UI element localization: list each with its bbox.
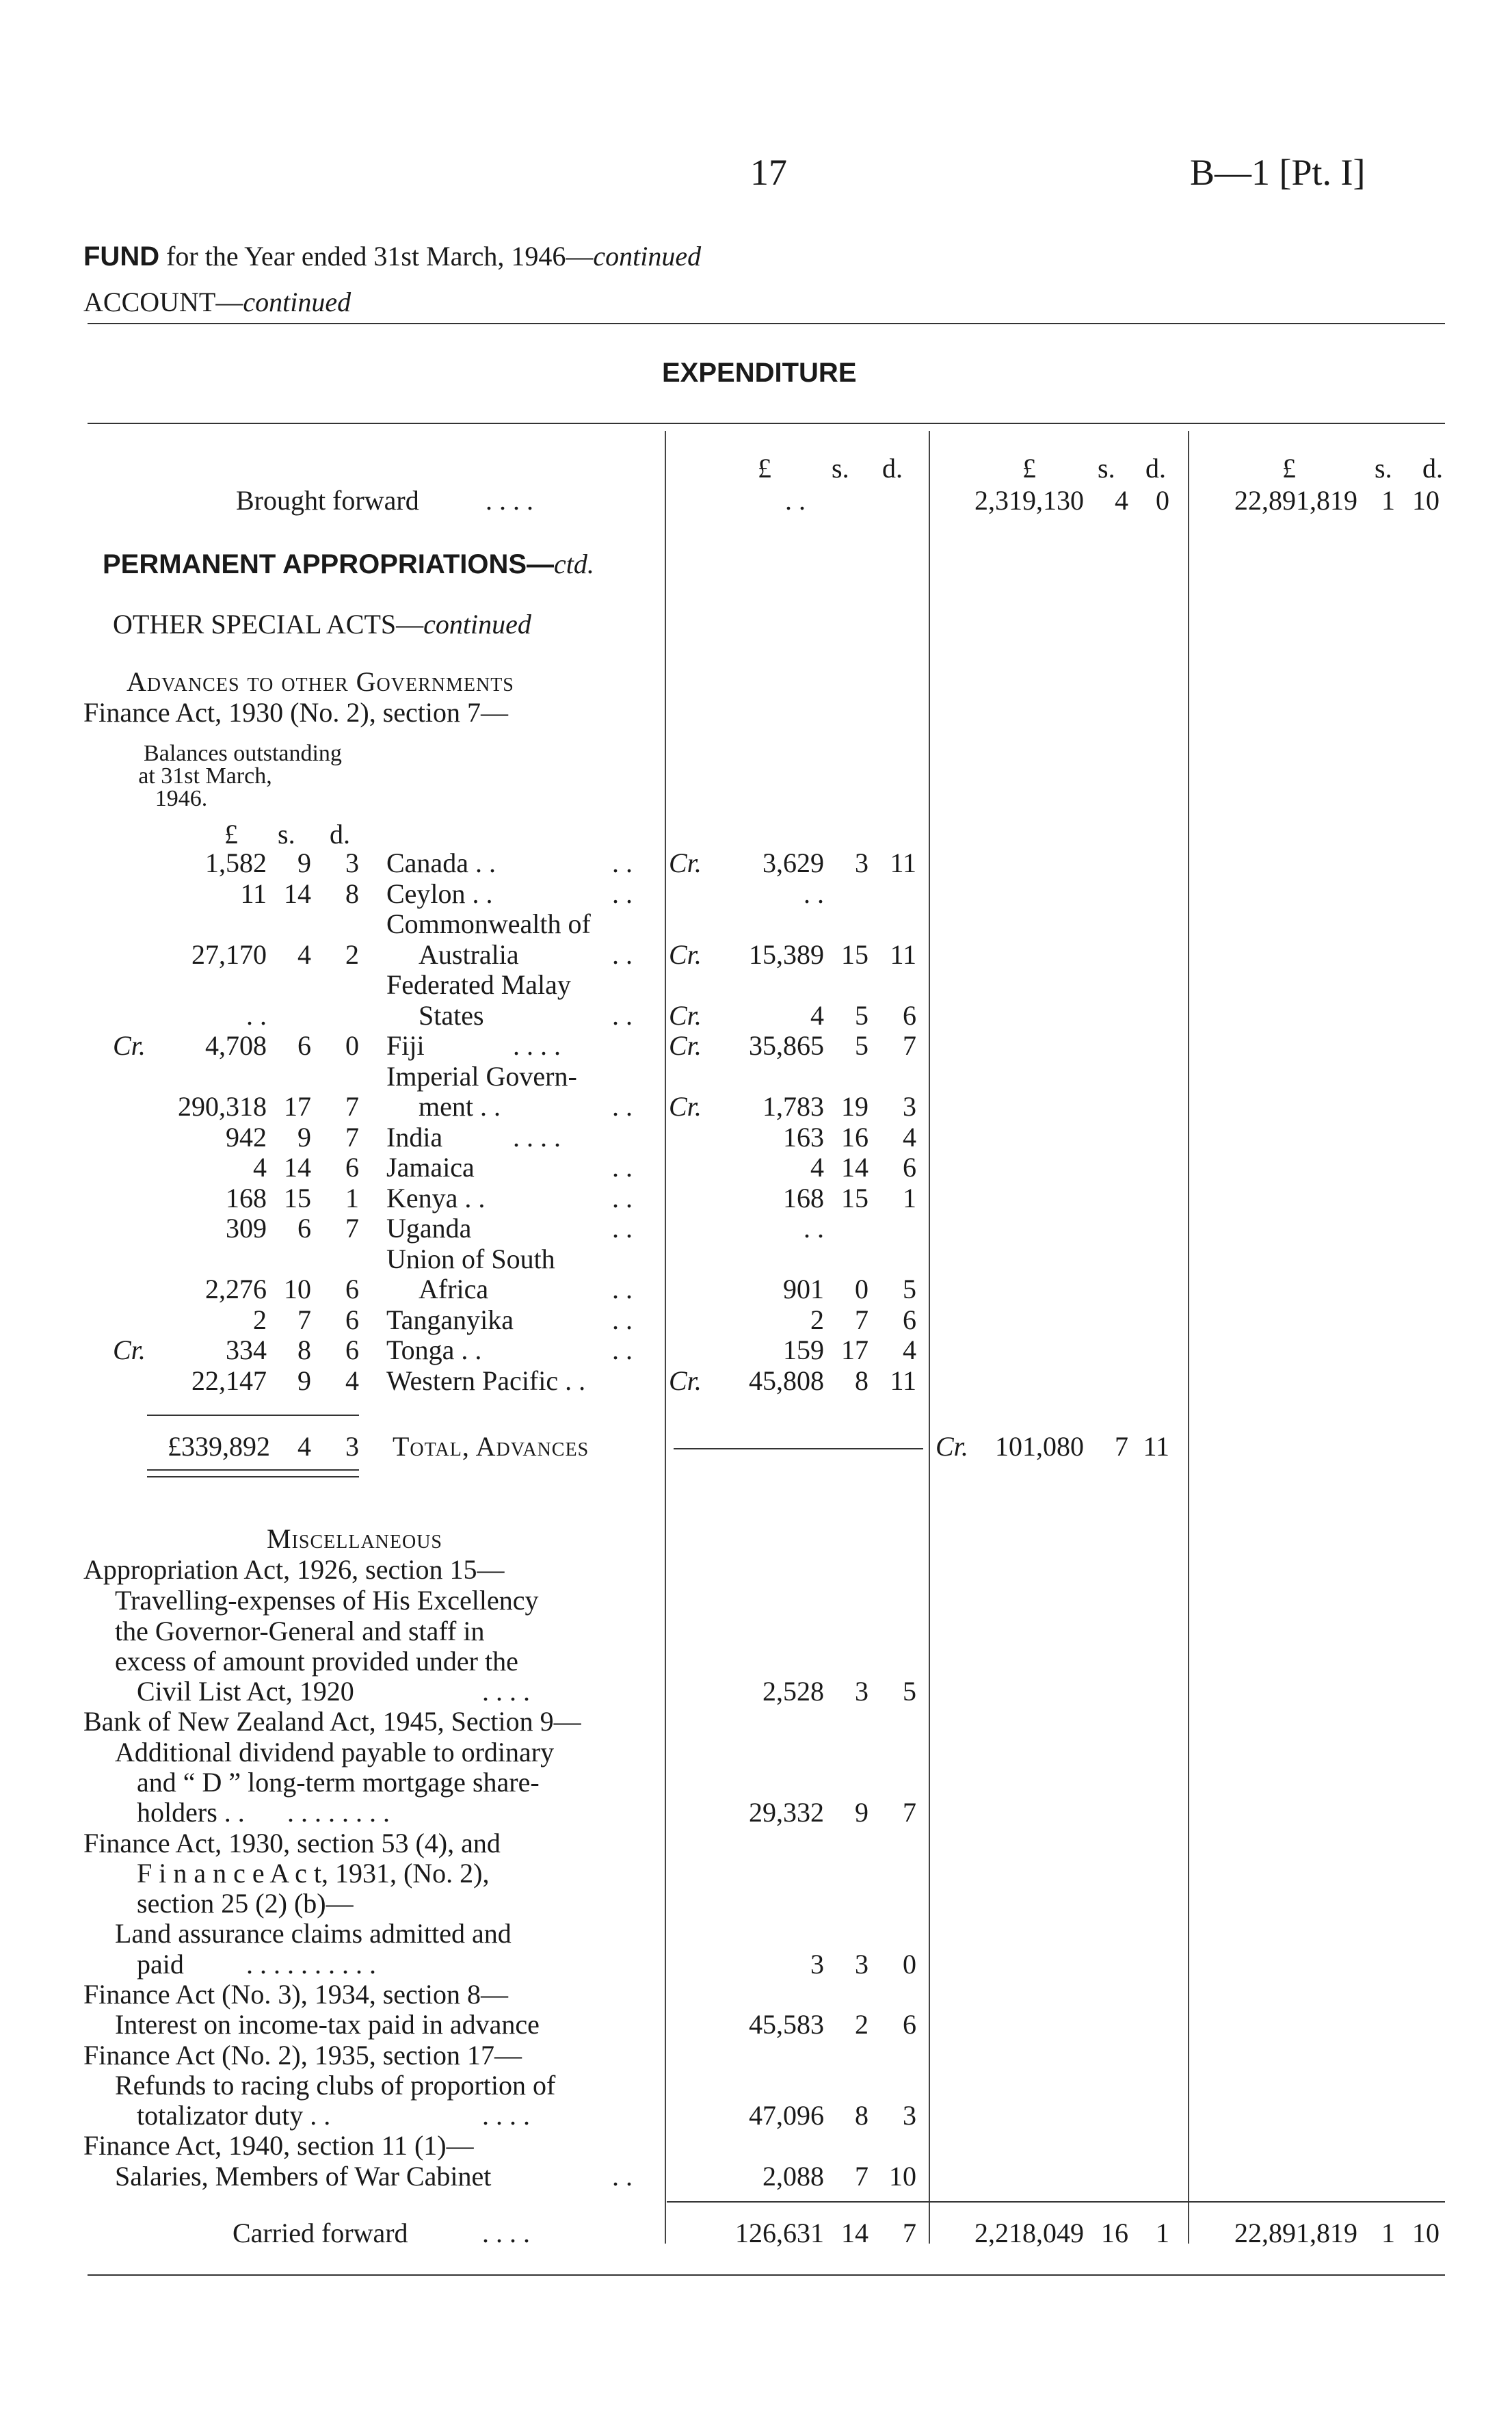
misc-amount-3-pounds: 45,583	[749, 2009, 824, 2040]
leader-dots: . .	[612, 1182, 633, 1213]
col1-total-dash	[674, 1448, 923, 1449]
misc-amount-4-d: 3	[903, 2100, 916, 2131]
leader-dots: . . . .	[513, 1121, 561, 1153]
brought-forward-col2-s: 4	[1115, 485, 1128, 516]
government-name: Kenya . .	[386, 1182, 486, 1213]
government-name-line1: Federated Malay	[386, 969, 571, 1000]
government-name-line1: Union of South	[386, 1243, 555, 1274]
carried-forward-col3-s: 1	[1381, 2218, 1395, 2248]
carried-forward-col3-d: 10	[1412, 2218, 1440, 2248]
misc-amount-0-s: 3	[855, 1676, 868, 1707]
carried-forward-col1-d: 7	[903, 2218, 916, 2248]
balance-pence: 7	[345, 1213, 359, 1244]
misc-amount-4-pounds: 47,096	[749, 2100, 824, 2131]
misc-dots-totalizator: . . . .	[482, 2100, 530, 2131]
expenditure-pence: 5	[903, 1274, 916, 1304]
misc-amount-2-pounds: 3	[810, 1949, 824, 1980]
misc-amount-1-s: 9	[855, 1797, 868, 1828]
misc-line-9: Finance Act, 1930, section 53 (4), and	[83, 1828, 501, 1858]
expenditure-pounds: . .	[804, 1213, 824, 1244]
balance-pounds: 2,276	[205, 1274, 267, 1304]
misc-amount-3-s: 2	[855, 2009, 868, 2040]
misc-line-19: Finance Act, 1940, section 11 (1)—	[83, 2130, 474, 2161]
balance-shillings: 9	[297, 847, 311, 878]
government-name-line2: ment . .	[419, 1091, 501, 1122]
balance-shillings: 6	[297, 1030, 311, 1061]
misc-line-7: and “ D ” long-term mortgage share-	[137, 1767, 540, 1798]
misc-line-13: paid	[137, 1949, 184, 1980]
balance-pence: 6	[345, 1335, 359, 1365]
expenditure-pence: 7	[903, 1030, 916, 1061]
column-divider-3	[1188, 431, 1189, 2244]
carried-forward-col2-pounds: 2,218,049	[974, 2218, 1084, 2248]
expenditure-pence: 1	[903, 1182, 916, 1213]
special-acts-heading	[113, 611, 531, 638]
carried-forward-col1-s: 14	[841, 2218, 868, 2248]
balance-cr-marker: Cr.	[113, 1335, 146, 1365]
misc-dots-salaries: . .	[612, 2161, 633, 2192]
balance-pence: 7	[345, 1121, 359, 1153]
expenditure-cr-marker: Cr.	[669, 1091, 702, 1122]
misc-line-0: Appropriation Act, 1926, section 15—	[83, 1554, 505, 1585]
double-rule-bottom	[147, 1476, 359, 1477]
government-name-line1: Commonwealth of	[386, 908, 591, 939]
expenditure-pence: 11	[890, 1365, 916, 1396]
brought-forward-col3-s: 1	[1381, 485, 1395, 516]
document-reference: B—1 [Pt. I]	[1190, 152, 1366, 193]
misc-dots-civil: . . . .	[482, 1676, 530, 1707]
total-balance-s: 4	[297, 1431, 311, 1462]
government-name: Tanganyika	[386, 1304, 514, 1335]
expenditure-pence: 4	[903, 1335, 916, 1365]
balance-pounds: 942	[226, 1121, 267, 1153]
fund-heading-continued: continued	[593, 241, 702, 272]
expenditure-cr-marker: Cr.	[669, 847, 702, 878]
leader-dots: . .	[612, 1091, 633, 1122]
carried-forward-label: Carried forward	[233, 2218, 408, 2248]
balance-pounds: 1,582	[205, 847, 267, 878]
special-acts-continued: continued	[423, 609, 531, 640]
misc-line-8: holders . .	[137, 1797, 245, 1828]
leader-dots: . . . .	[513, 1030, 561, 1061]
balance-shillings: 15	[284, 1182, 311, 1213]
balance-shilling-header: s.	[278, 819, 295, 850]
expenditure-pounds: 168	[783, 1182, 824, 1213]
misc-line-3: excess of amount provided under the	[115, 1646, 518, 1677]
column-divider-2	[929, 431, 930, 2244]
leader-dots: . .	[612, 1213, 633, 1244]
government-name: Western Pacific . .	[386, 1365, 586, 1396]
government-name-line2: States	[419, 999, 484, 1031]
misc-line-14: Finance Act (No. 3), 1934, section 8—	[83, 1979, 508, 2010]
misc-line-11: section 25 (2) (b)—	[137, 1888, 354, 1919]
col3-pound-header: £	[1282, 453, 1296, 484]
column-divider-1	[665, 431, 666, 2244]
col3-pence-header: d.	[1422, 453, 1443, 484]
expenditure-shillings: 3	[855, 847, 868, 878]
expenditure-pence: 4	[903, 1121, 916, 1153]
misc-amount-5-d: 10	[889, 2161, 916, 2192]
expenditure-cr-marker: Cr.	[669, 999, 702, 1031]
leader-dots: . .	[612, 999, 633, 1031]
misc-line-20: Salaries, Members of War Cabinet	[115, 2161, 492, 2192]
misc-line-17: Refunds to racing clubs of proportion of	[115, 2070, 556, 2101]
expenditure-cr-marker: Cr.	[669, 1030, 702, 1061]
page-number: 17	[750, 152, 787, 193]
leader-dots: . .	[612, 847, 633, 878]
balances-note-3: 1946.	[155, 786, 208, 811]
carried-forward-col1-pounds: 126,631	[735, 2218, 824, 2248]
expenditure-pounds: 159	[783, 1335, 824, 1365]
misc-dots-holders: . . . . . . . .	[287, 1797, 390, 1828]
balance-shillings: 17	[284, 1091, 311, 1122]
balance-pound-header: £	[224, 819, 238, 850]
col2-pence-header: d.	[1145, 453, 1166, 484]
balance-pounds: 168	[226, 1182, 267, 1213]
expenditure-pounds: 4	[810, 999, 824, 1031]
fund-heading-line	[83, 243, 701, 270]
balances-note-2: at 31st March,	[138, 763, 272, 789]
government-name: Uganda	[386, 1213, 472, 1244]
total-col2-s: 7	[1115, 1431, 1128, 1462]
permanent-ctd: ctd.	[554, 549, 594, 579]
header-rule	[88, 323, 1445, 324]
misc-amount-3-d: 6	[903, 2009, 916, 2040]
expenditure-shillings: 15	[841, 938, 868, 970]
brought-forward-col3-pounds: 22,891,819	[1234, 485, 1357, 516]
balance-pounds: 4	[253, 1152, 267, 1183]
government-name: Fiji	[386, 1030, 425, 1061]
carried-forward-col2-d: 1	[1156, 2218, 1169, 2248]
balance-pence-header: d.	[330, 819, 350, 850]
balance-pence: 7	[345, 1091, 359, 1122]
balance-pence: 6	[345, 1274, 359, 1304]
bottom-rule	[88, 2274, 1445, 2276]
carried-forward-top-rule	[667, 2201, 1445, 2203]
balance-pounds: 309	[226, 1213, 267, 1244]
expenditure-pounds: 3,629	[762, 847, 824, 878]
misc-amount-2-s: 3	[855, 1949, 868, 1980]
expenditure-cr-marker: Cr.	[669, 1365, 702, 1396]
table-top-rule	[88, 423, 1445, 424]
leader-dots: . .	[612, 1335, 633, 1365]
balance-pounds: 334	[226, 1335, 267, 1365]
expenditure-pounds: 901	[783, 1274, 824, 1304]
carried-forward-col3-pounds: 22,891,819	[1234, 2218, 1357, 2248]
misc-amount-4-s: 8	[855, 2100, 868, 2131]
balance-pounds: 22,147	[191, 1365, 267, 1396]
expenditure-shillings: 19	[841, 1091, 868, 1122]
misc-line-2: the Governor-General and staff in	[115, 1616, 485, 1646]
brought-forward-col3-d: 10	[1412, 485, 1440, 516]
double-rule-top	[147, 1469, 359, 1471]
government-name: India	[386, 1121, 443, 1153]
expenditure-pence: 11	[890, 847, 916, 878]
total-cr: Cr.	[936, 1431, 968, 1462]
balance-pounds: 2	[253, 1304, 267, 1335]
balance-pounds: 290,318	[178, 1091, 267, 1122]
balance-shillings: 7	[297, 1304, 311, 1335]
balances-note-1: Balances outstanding	[144, 741, 342, 766]
section-title: EXPENDITURE	[662, 358, 857, 388]
total-col2-pounds: 101,080	[995, 1431, 1084, 1462]
misc-line-6: Additional dividend payable to ordinary	[115, 1737, 555, 1767]
balance-pence: 4	[345, 1365, 359, 1396]
col3-shilling-header: s.	[1375, 453, 1392, 484]
account-heading-text: ACCOUNT—	[83, 287, 243, 317]
misc-line-4: Civil List Act, 1920	[137, 1676, 354, 1707]
fund-word: FUND	[83, 241, 160, 272]
leader-dots: . .	[612, 1152, 633, 1183]
misc-line-15: Interest on income-tax paid in advance	[115, 2009, 540, 2040]
expenditure-pounds: 2	[810, 1304, 824, 1335]
government-name: Canada . .	[386, 847, 496, 878]
brought-forward-col2-d: 0	[1156, 485, 1169, 516]
balance-total-rule	[147, 1415, 359, 1416]
special-acts-title: OTHER SPECIAL ACTS—	[113, 609, 424, 640]
balance-shillings: 14	[284, 1152, 311, 1183]
misc-amount-1-d: 7	[903, 1797, 916, 1828]
balance-pence: 0	[345, 1030, 359, 1061]
expenditure-shillings: 16	[841, 1121, 868, 1153]
expenditure-pounds: 45,808	[749, 1365, 824, 1396]
balance-pounds: 27,170	[191, 938, 267, 970]
col1-pound-header: £	[758, 453, 771, 484]
brought-forward-col1: . .	[785, 485, 806, 516]
balance-pence: 6	[345, 1304, 359, 1335]
balance-pence: 6	[345, 1152, 359, 1183]
expenditure-pounds: 163	[783, 1121, 824, 1153]
leader-dots: . .	[612, 1304, 633, 1335]
balance-pence: 3	[345, 847, 359, 878]
balance-shillings: 9	[297, 1121, 311, 1153]
government-name: Jamaica	[386, 1152, 475, 1183]
misc-amount-0-pounds: 2,528	[762, 1676, 824, 1707]
fund-heading-text: for the Year ended 31st March, 1946—	[166, 241, 594, 272]
balance-shillings: 14	[284, 878, 311, 909]
expenditure-shillings: 0	[855, 1274, 868, 1304]
expenditure-shillings: 14	[841, 1152, 868, 1183]
expenditure-shillings: 17	[841, 1335, 868, 1365]
total-col2-d: 11	[1143, 1431, 1169, 1462]
expenditure-shillings: 5	[855, 1030, 868, 1061]
account-heading-line	[83, 289, 351, 316]
expenditure-pence: 11	[890, 938, 916, 970]
total-balance-pounds: £339,892	[168, 1431, 270, 1462]
expenditure-shillings: 5	[855, 999, 868, 1031]
expenditure-pence: 3	[903, 1091, 916, 1122]
misc-amount-5-s: 7	[855, 2161, 868, 2192]
misc-dots-paid: . . . . . . . . . .	[246, 1949, 376, 1980]
permanent-appropriations-heading	[103, 551, 594, 578]
balance-pounds: 4,708	[205, 1030, 267, 1061]
balance-shillings: 6	[297, 1213, 311, 1244]
permanent-title: PERMANENT APPROPRIATIONS—	[103, 549, 555, 579]
leader-dots: . .	[612, 938, 633, 970]
account-heading-continued: continued	[243, 287, 352, 317]
misc-amount-5-pounds: 2,088	[762, 2161, 824, 2192]
expenditure-shillings: 7	[855, 1304, 868, 1335]
brought-forward-dots: . . . .	[486, 485, 533, 516]
balance-cr-marker: Cr.	[113, 1030, 146, 1061]
government-name-line2: Australia	[419, 938, 519, 970]
misc-heading: Miscellaneous	[267, 1523, 443, 1554]
government-name-line1: Imperial Govern-	[386, 1060, 577, 1092]
misc-line-16: Finance Act (No. 2), 1935, section 17—	[83, 2040, 522, 2071]
government-name-line2: Africa	[419, 1274, 489, 1304]
balance-pence: 1	[345, 1182, 359, 1213]
col1-pence-header: d.	[882, 453, 903, 484]
col1-shilling-header: s.	[832, 453, 849, 484]
carried-forward-dots: . . . .	[482, 2218, 530, 2248]
expenditure-pence: 6	[903, 1304, 916, 1335]
balance-shillings: 10	[284, 1274, 311, 1304]
balance-pounds: . .	[246, 999, 267, 1031]
balance-pounds: 11	[240, 878, 267, 909]
misc-line-5: Bank of New Zealand Act, 1945, Section 9—	[83, 1706, 581, 1737]
misc-amount-0-d: 5	[903, 1676, 916, 1707]
expenditure-pounds: . .	[804, 878, 824, 909]
expenditure-pounds: 1,783	[762, 1091, 824, 1122]
total-balance-d: 3	[345, 1431, 359, 1462]
government-name: Tonga . .	[386, 1335, 482, 1365]
government-name: Ceylon . .	[386, 878, 493, 909]
misc-line-1: Travelling-expenses of His Excellency	[115, 1585, 539, 1616]
leader-dots: . .	[612, 878, 633, 909]
expenditure-cr-marker: Cr.	[669, 938, 702, 970]
balance-pence: 2	[345, 938, 359, 970]
advances-act: Finance Act, 1930 (No. 2), section 7—	[83, 697, 508, 728]
expenditure-pounds: 15,389	[749, 938, 824, 970]
balance-shillings: 9	[297, 1365, 311, 1396]
expenditure-pence: 6	[903, 999, 916, 1031]
brought-forward-label: Brought forward	[236, 485, 419, 516]
advances-heading: Advances to other Governments	[127, 666, 514, 697]
misc-line-10: F i n a n c e A c t, 1931, (No. 2),	[137, 1858, 490, 1889]
misc-amount-1-pounds: 29,332	[749, 1797, 824, 1828]
col2-pound-header: £	[1022, 453, 1036, 484]
misc-line-18: totalizator duty . .	[137, 2100, 331, 2131]
leader-dots: . .	[612, 1274, 633, 1304]
expenditure-shillings: 15	[841, 1182, 868, 1213]
expenditure-pence: 6	[903, 1152, 916, 1183]
balance-shillings: 8	[297, 1335, 311, 1365]
col2-shilling-header: s.	[1098, 453, 1115, 484]
misc-line-12: Land assurance claims admitted and	[115, 1918, 512, 1949]
expenditure-shillings: 8	[855, 1365, 868, 1396]
brought-forward-col2-pounds: 2,319,130	[974, 485, 1084, 516]
carried-forward-col2-s: 16	[1101, 2218, 1128, 2248]
expenditure-pounds: 4	[810, 1152, 824, 1183]
expenditure-pounds: 35,865	[749, 1030, 824, 1061]
balance-shillings: 4	[297, 938, 311, 970]
total-advances-label: Total, Advances	[393, 1431, 589, 1462]
balance-pence: 8	[345, 878, 359, 909]
misc-amount-2-d: 0	[903, 1949, 916, 1980]
